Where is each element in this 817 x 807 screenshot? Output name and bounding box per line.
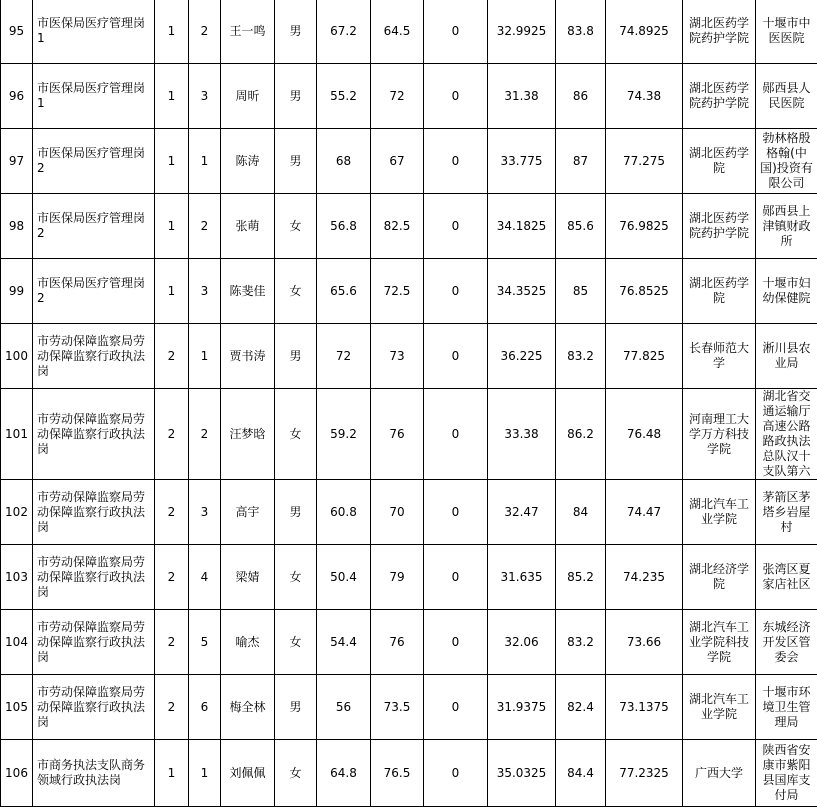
weighted-score-cell: 35.0325 (488, 740, 556, 807)
skill-score-cell: 85 (556, 259, 606, 324)
rank-cell: 3 (189, 64, 221, 129)
total-score-cell: 76.9825 (606, 194, 683, 259)
school-cell: 湖北汽车工业学院科技学院 (683, 610, 756, 675)
written-score-cell: 60.8 (317, 480, 371, 545)
position-cell: 市医保局医疗管理岗1 (33, 64, 155, 129)
bonus-score-cell: 0 (424, 324, 488, 389)
serial-number-cell: 100 (1, 324, 33, 389)
bonus-score-cell: 0 (424, 480, 488, 545)
table-row (1, 740, 817, 807)
position-cell: 市医保局医疗管理岗2 (33, 129, 155, 194)
bonus-score-cell: 0 (424, 389, 488, 480)
bonus-score-cell: 0 (424, 740, 488, 807)
position-cell: 市劳动保障监察局劳动保障监察行政执法岗 (33, 545, 155, 610)
skill-score-cell: 83.2 (556, 324, 606, 389)
weighted-score-cell: 31.635 (488, 545, 556, 610)
school-cell: 湖北医药学院 (683, 129, 756, 194)
serial-number-cell: 104 (1, 610, 33, 675)
employer-cell: 勃林格殷格翰(中国)投资有限公司 (756, 129, 817, 194)
interview-score-cell: 76 (371, 389, 424, 480)
candidate-name-cell: 陈斐佳 (221, 259, 275, 324)
candidate-name-cell: 周昕 (221, 64, 275, 129)
table-row (1, 389, 817, 480)
interview-score-cell: 79 (371, 545, 424, 610)
skill-score-cell: 87 (556, 129, 606, 194)
position-cell: 市劳动保障监察局劳动保障监察行政执法岗 (33, 480, 155, 545)
bonus-score-cell: 0 (424, 0, 488, 64)
candidate-name-cell: 高宇 (221, 480, 275, 545)
school-cell: 湖北医药学院药护学院 (683, 64, 756, 129)
employer-cell: 十堰市妇幼保健院 (756, 259, 817, 324)
skill-score-cell: 86.2 (556, 389, 606, 480)
weighted-score-cell: 34.3525 (488, 259, 556, 324)
gender-cell: 男 (275, 480, 317, 545)
employer-cell: 东城经济开发区管委会 (756, 610, 817, 675)
weighted-score-cell: 31.9375 (488, 675, 556, 740)
skill-score-cell: 83.8 (556, 0, 606, 64)
position-cell: 市劳动保障监察局劳动保障监察行政执法岗 (33, 324, 155, 389)
table-row (1, 480, 817, 545)
school-cell: 湖北医药学院药护学院 (683, 194, 756, 259)
bonus-score-cell: 0 (424, 129, 488, 194)
gender-cell: 男 (275, 0, 317, 64)
rank-cell: 2 (189, 389, 221, 480)
gender-cell: 女 (275, 610, 317, 675)
recruit-count-cell: 2 (155, 480, 189, 545)
candidate-name-cell: 张萌 (221, 194, 275, 259)
skill-score-cell: 82.4 (556, 675, 606, 740)
rank-cell: 2 (189, 0, 221, 64)
interview-score-cell: 72 (371, 64, 424, 129)
written-score-cell: 68 (317, 129, 371, 194)
interview-score-cell: 72.5 (371, 259, 424, 324)
interview-score-cell: 73 (371, 324, 424, 389)
table-row (1, 545, 817, 610)
rank-cell: 2 (189, 194, 221, 259)
total-score-cell: 74.8925 (606, 0, 683, 64)
school-cell: 广西大学 (683, 740, 756, 807)
recruit-count-cell: 2 (155, 324, 189, 389)
weighted-score-cell: 31.38 (488, 64, 556, 129)
interview-score-cell: 82.5 (371, 194, 424, 259)
serial-number-cell: 105 (1, 675, 33, 740)
school-cell: 湖北汽车工业学院 (683, 675, 756, 740)
table-row (1, 259, 817, 324)
total-score-cell: 77.2325 (606, 740, 683, 807)
table-row (1, 129, 817, 194)
total-score-cell: 76.48 (606, 389, 683, 480)
rank-cell: 4 (189, 545, 221, 610)
rank-cell: 5 (189, 610, 221, 675)
gender-cell: 男 (275, 675, 317, 740)
serial-number-cell: 102 (1, 480, 33, 545)
employer-cell: 郧西县上津镇财政所 (756, 194, 817, 259)
total-score-cell: 73.1375 (606, 675, 683, 740)
skill-score-cell: 85.2 (556, 545, 606, 610)
school-cell: 湖北医药学院药护学院 (683, 0, 756, 64)
skill-score-cell: 86 (556, 64, 606, 129)
recruit-count-cell: 1 (155, 129, 189, 194)
total-score-cell: 73.66 (606, 610, 683, 675)
rank-cell: 1 (189, 324, 221, 389)
total-score-cell: 76.8525 (606, 259, 683, 324)
table-row (1, 0, 817, 64)
recruit-count-cell: 1 (155, 740, 189, 807)
written-score-cell: 59.2 (317, 389, 371, 480)
employer-cell: 郧西县人民医院 (756, 64, 817, 129)
recruit-count-cell: 1 (155, 194, 189, 259)
weighted-score-cell: 32.9925 (488, 0, 556, 64)
candidate-name-cell: 喻杰 (221, 610, 275, 675)
rank-cell: 1 (189, 740, 221, 807)
total-score-cell: 74.235 (606, 545, 683, 610)
written-score-cell: 56 (317, 675, 371, 740)
written-score-cell: 64.8 (317, 740, 371, 807)
bonus-score-cell: 0 (424, 259, 488, 324)
gender-cell: 女 (275, 389, 317, 480)
rank-cell: 1 (189, 129, 221, 194)
employer-cell: 湖北省交通运输厅高速公路路政执法总队汉十支队第六 (756, 389, 817, 480)
recruit-count-cell: 2 (155, 675, 189, 740)
school-cell: 长春师范大学 (683, 324, 756, 389)
candidate-name-cell: 贾书涛 (221, 324, 275, 389)
gender-cell: 男 (275, 324, 317, 389)
position-cell: 市商务执法支队商务领域行政执法岗 (33, 740, 155, 807)
table-row (1, 324, 817, 389)
gender-cell: 男 (275, 129, 317, 194)
school-cell: 湖北汽车工业学院 (683, 480, 756, 545)
position-cell: 市劳动保障监察局劳动保障监察行政执法岗 (33, 389, 155, 480)
gender-cell: 男 (275, 64, 317, 129)
school-cell: 河南理工大学万方科技学院 (683, 389, 756, 480)
school-cell: 湖北医药学院 (683, 259, 756, 324)
bonus-score-cell: 0 (424, 545, 488, 610)
recruit-count-cell: 2 (155, 389, 189, 480)
position-cell: 市医保局医疗管理岗2 (33, 194, 155, 259)
employer-cell: 淅川县农业局 (756, 324, 817, 389)
gender-cell: 女 (275, 194, 317, 259)
gender-cell: 女 (275, 545, 317, 610)
interview-score-cell: 70 (371, 480, 424, 545)
total-score-cell: 77.275 (606, 129, 683, 194)
employer-cell: 陕西省安康市紫阳县国库支付局 (756, 740, 817, 807)
weighted-score-cell: 32.06 (488, 610, 556, 675)
total-score-cell: 77.825 (606, 324, 683, 389)
interview-score-cell: 64.5 (371, 0, 424, 64)
rank-cell: 3 (189, 480, 221, 545)
weighted-score-cell: 33.775 (488, 129, 556, 194)
bonus-score-cell: 0 (424, 64, 488, 129)
candidate-name-cell: 梅全林 (221, 675, 275, 740)
weighted-score-cell: 33.38 (488, 389, 556, 480)
recruit-count-cell: 1 (155, 0, 189, 64)
employer-cell: 茅箭区茅塔乡岩屋村 (756, 480, 817, 545)
serial-number-cell: 103 (1, 545, 33, 610)
gender-cell: 女 (275, 740, 317, 807)
written-score-cell: 55.2 (317, 64, 371, 129)
employer-cell: 十堰市中医医院 (756, 0, 817, 64)
weighted-score-cell: 34.1825 (488, 194, 556, 259)
serial-number-cell: 106 (1, 740, 33, 807)
serial-number-cell: 96 (1, 64, 33, 129)
employer-cell: 张湾区夏家店社区 (756, 545, 817, 610)
employer-cell: 十堰市环境卫生管理局 (756, 675, 817, 740)
table-body (1, 0, 817, 807)
serial-number-cell: 95 (1, 0, 33, 64)
weighted-score-cell: 36.225 (488, 324, 556, 389)
bonus-score-cell: 0 (424, 675, 488, 740)
recruit-count-cell: 2 (155, 610, 189, 675)
table-row (1, 194, 817, 259)
interview-score-cell: 76.5 (371, 740, 424, 807)
rank-cell: 3 (189, 259, 221, 324)
position-cell: 市劳动保障监察局劳动保障监察行政执法岗 (33, 610, 155, 675)
recruit-count-cell: 1 (155, 259, 189, 324)
interview-score-cell: 73.5 (371, 675, 424, 740)
weighted-score-cell: 32.47 (488, 480, 556, 545)
bonus-score-cell: 0 (424, 610, 488, 675)
serial-number-cell: 98 (1, 194, 33, 259)
table-row (1, 64, 817, 129)
gender-cell: 女 (275, 259, 317, 324)
written-score-cell: 54.4 (317, 610, 371, 675)
candidate-name-cell: 梁婧 (221, 545, 275, 610)
interview-score-cell: 76 (371, 610, 424, 675)
position-cell: 市医保局医疗管理岗1 (33, 0, 155, 64)
skill-score-cell: 85.6 (556, 194, 606, 259)
recruit-count-cell: 2 (155, 545, 189, 610)
candidate-name-cell: 汪梦晗 (221, 389, 275, 480)
interview-score-cell: 67 (371, 129, 424, 194)
position-cell: 市医保局医疗管理岗2 (33, 259, 155, 324)
written-score-cell: 50.4 (317, 545, 371, 610)
skill-score-cell: 83.2 (556, 610, 606, 675)
bonus-score-cell: 0 (424, 194, 488, 259)
written-score-cell: 65.6 (317, 259, 371, 324)
serial-number-cell: 101 (1, 389, 33, 480)
candidate-name-cell: 刘佩佩 (221, 740, 275, 807)
skill-score-cell: 84 (556, 480, 606, 545)
written-score-cell: 72 (317, 324, 371, 389)
written-score-cell: 56.8 (317, 194, 371, 259)
school-cell: 湖北经济学院 (683, 545, 756, 610)
total-score-cell: 74.47 (606, 480, 683, 545)
candidate-name-cell: 王一鸣 (221, 0, 275, 64)
written-score-cell: 67.2 (317, 0, 371, 64)
table-row (1, 610, 817, 675)
candidate-name-cell: 陈涛 (221, 129, 275, 194)
skill-score-cell: 84.4 (556, 740, 606, 807)
serial-number-cell: 99 (1, 259, 33, 324)
position-cell: 市劳动保障监察局劳动保障监察行政执法岗 (33, 675, 155, 740)
table-row (1, 675, 817, 740)
rank-cell: 6 (189, 675, 221, 740)
total-score-cell: 74.38 (606, 64, 683, 129)
recruit-count-cell: 1 (155, 64, 189, 129)
serial-number-cell: 97 (1, 129, 33, 194)
